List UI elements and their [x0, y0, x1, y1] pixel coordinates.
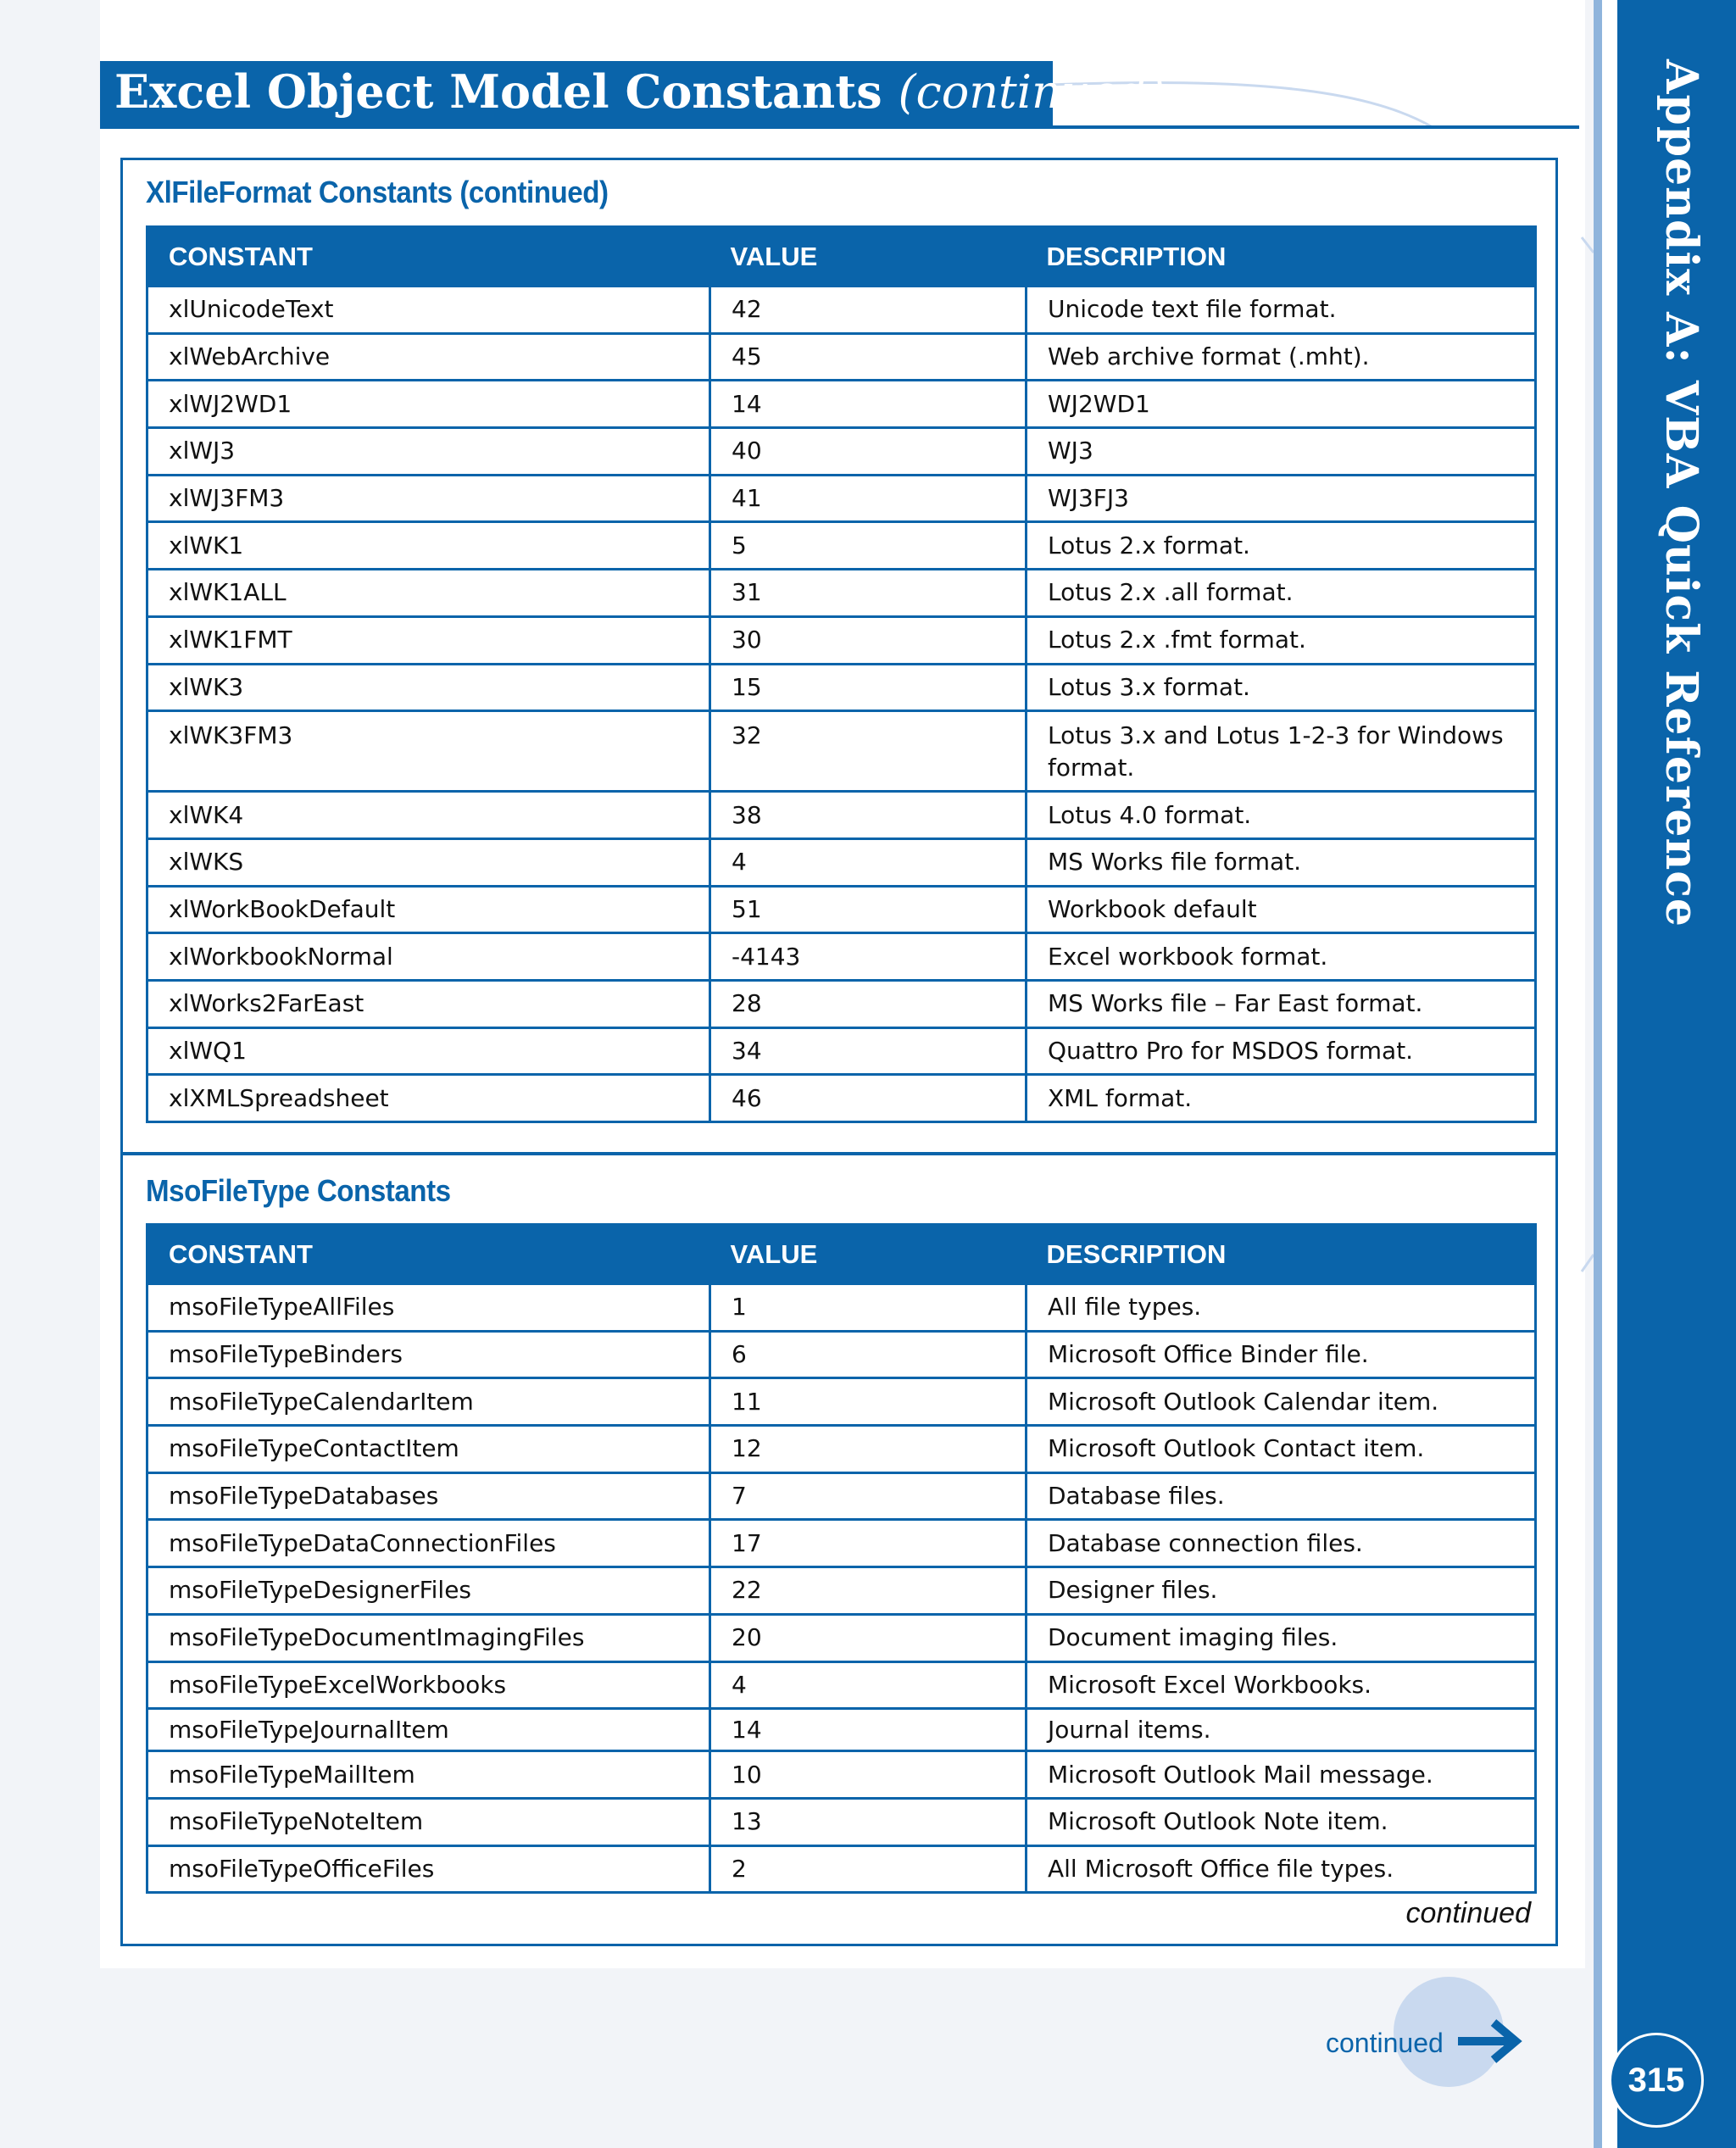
table-row: [147, 570, 1536, 617]
cell-constant: msoFileTypeJournalItem: [147, 1709, 710, 1751]
cell-description: Quattro Pro for MSDOS format.: [1027, 1027, 1536, 1075]
table-row: [147, 1661, 1536, 1709]
table-row: [147, 980, 1536, 1027]
cell-description: Journal items.: [1027, 1709, 1536, 1751]
table-row: [147, 1709, 1536, 1751]
table-row: [147, 333, 1536, 381]
cell-description: MS Works file format.: [1027, 838, 1536, 886]
cell-value: 45: [710, 333, 1027, 381]
cell-value: 40: [710, 428, 1027, 476]
table-row: [147, 1284, 1536, 1332]
next-page-label[interactable]: continued: [1326, 2028, 1444, 2058]
cell-value: 6: [710, 1331, 1027, 1378]
page-title-suffix: (continued): [898, 65, 1166, 119]
cell-description: Microsoft Outlook Contact item.: [1027, 1426, 1536, 1473]
cell-value: 4: [710, 1661, 1027, 1709]
cell-description: Lotus 2.x format.: [1027, 522, 1536, 570]
cell-constant: msoFileTypeMailItem: [147, 1751, 710, 1799]
section-title-xlfileformat: XlFileFormat Constants (continued): [146, 175, 609, 209]
xlfileformat-table-body: [147, 287, 1536, 1122]
cell-constant: xlWK1ALL: [147, 570, 710, 617]
cell-constant: xlWK4: [147, 792, 710, 839]
table-row: [147, 522, 1536, 570]
table-row: [147, 933, 1536, 981]
cell-description: Lotus 3.x and Lotus 1-2-3 for Windows format.: [1027, 711, 1536, 792]
header-rule: [100, 125, 1579, 129]
cell-description: Lotus 4.0 format.: [1027, 792, 1536, 839]
cell-value: 20: [710, 1614, 1027, 1661]
cell-constant: xlWorkbookNormal: [147, 933, 710, 981]
cell-constant: xlUnicodeText: [147, 287, 710, 334]
cell-constant: xlWK1FMT: [147, 616, 710, 664]
table-continued-label: continued: [1405, 1897, 1531, 1929]
cell-constant: msoFileTypeContactItem: [147, 1426, 710, 1473]
cell-value: 46: [710, 1075, 1027, 1122]
cell-value: 22: [710, 1567, 1027, 1615]
cell-constant: xlWK1: [147, 522, 710, 570]
cell-value: 2: [710, 1845, 1027, 1893]
cell-value: 14: [710, 381, 1027, 428]
cell-description: Microsoft Outlook Mail message.: [1027, 1751, 1536, 1799]
column-header-constant: CONSTANT: [147, 1225, 710, 1284]
column-header-constant: CONSTANT: [147, 227, 710, 287]
cell-description: Microsoft Outlook Note item.: [1027, 1798, 1536, 1845]
table-row: [147, 1426, 1536, 1473]
cell-description: Lotus 3.x format.: [1027, 664, 1536, 711]
cell-description: Microsoft Excel Workbooks.: [1027, 1661, 1536, 1709]
cell-value: 12: [710, 1426, 1027, 1473]
cell-constant: xlWorks2FarEast: [147, 980, 710, 1027]
cell-constant: msoFileTypeDocumentImagingFiles: [147, 1614, 710, 1661]
cell-value: 10: [710, 1751, 1027, 1799]
page-title-main: Excel Object Model Constants: [114, 64, 882, 119]
cell-constant: msoFileTypeAllFiles: [147, 1284, 710, 1332]
cell-description: Excel workbook format.: [1027, 933, 1536, 981]
cell-description: Document imaging files.: [1027, 1614, 1536, 1661]
cell-value: 51: [710, 886, 1027, 933]
cell-description: WJ3: [1027, 428, 1536, 476]
table-row: [147, 1331, 1536, 1378]
cell-value: 17: [710, 1520, 1027, 1567]
page-number: 315: [1609, 2033, 1704, 2128]
table-row: [147, 792, 1536, 839]
cell-description: Designer files.: [1027, 1567, 1536, 1615]
table-row: [147, 886, 1536, 933]
table-row: [147, 475, 1536, 522]
cell-description: MS Works file – Far East format.: [1027, 980, 1536, 1027]
cell-description: Lotus 2.x .fmt format.: [1027, 616, 1536, 664]
cell-constant: msoFileTypeDesignerFiles: [147, 1567, 710, 1615]
cell-constant: xlWKS: [147, 838, 710, 886]
cell-description: Workbook default: [1027, 886, 1536, 933]
cell-value: 30: [710, 616, 1027, 664]
cell-value: 15: [710, 664, 1027, 711]
cell-constant: xlWK3FM3: [147, 711, 710, 792]
column-header-description: DESCRIPTION: [1027, 1225, 1536, 1284]
cell-constant: xlWK3: [147, 664, 710, 711]
cell-constant: msoFileTypeNoteItem: [147, 1798, 710, 1845]
cell-value: 4: [710, 838, 1027, 886]
table-row: [147, 1472, 1536, 1520]
msofiletype-table-body: [147, 1284, 1536, 1893]
cell-description: Unicode text file format.: [1027, 287, 1536, 334]
column-header-value: VALUE: [710, 1225, 1027, 1284]
cell-value: 11: [710, 1378, 1027, 1426]
cell-value: 32: [710, 711, 1027, 792]
table-row: [147, 838, 1536, 886]
cell-value: -4143: [710, 933, 1027, 981]
cell-constant: xlWJ2WD1: [147, 381, 710, 428]
cell-value: 14: [710, 1709, 1027, 1751]
cell-constant: xlWQ1: [147, 1027, 710, 1075]
table-row: [147, 711, 1536, 792]
page-title: [114, 58, 1165, 125]
cell-constant: xlWJ3: [147, 428, 710, 476]
cell-description: All file types.: [1027, 1284, 1536, 1332]
cell-description: Database files.: [1027, 1472, 1536, 1520]
cell-description: Microsoft Outlook Calendar item.: [1027, 1378, 1536, 1426]
cell-constant: xlXMLSpreadsheet: [147, 1075, 710, 1122]
table-row: [147, 1378, 1536, 1426]
table-row: [147, 616, 1536, 664]
cell-value: 34: [710, 1027, 1027, 1075]
cell-value: 5: [710, 522, 1027, 570]
table-row: [147, 1520, 1536, 1567]
cell-constant: msoFileTypeDataConnectionFiles: [147, 1520, 710, 1567]
table-row: [147, 1075, 1536, 1122]
table-row: [147, 1798, 1536, 1845]
column-header-description: DESCRIPTION: [1027, 227, 1536, 287]
cell-description: Web archive format (.mht).: [1027, 333, 1536, 381]
column-header-value: VALUE: [710, 227, 1027, 287]
xlfileformat-table: [146, 225, 1537, 1123]
table-row: [147, 1614, 1536, 1661]
cell-description: WJ2WD1: [1027, 381, 1536, 428]
cell-value: 28: [710, 980, 1027, 1027]
cell-description: Microsoft Office Binder file.: [1027, 1331, 1536, 1378]
cell-constant: msoFileTypeBinders: [147, 1331, 710, 1378]
table-row: [147, 381, 1536, 428]
table-row: [147, 428, 1536, 476]
cell-value: 41: [710, 475, 1027, 522]
table-row: [147, 287, 1536, 334]
cell-constant: msoFileTypeOfficeFiles: [147, 1845, 710, 1893]
cell-value: 13: [710, 1798, 1027, 1845]
side-band-edge-line: [1594, 0, 1602, 2148]
appendix-title: Appendix A: VBA Quick Reference: [1655, 59, 1707, 928]
cell-description: Database connection files.: [1027, 1520, 1536, 1567]
msofiletype-table: [146, 1223, 1537, 1894]
cell-value: 7: [710, 1472, 1027, 1520]
cell-description: WJ3FJ3: [1027, 475, 1536, 522]
table-header-row: [147, 227, 1536, 287]
cell-constant: xlWJ3FM3: [147, 475, 710, 522]
cell-constant: msoFileTypeExcelWorkbooks: [147, 1661, 710, 1709]
cell-constant: msoFileTypeCalendarItem: [147, 1378, 710, 1426]
cell-constant: xlWorkBookDefault: [147, 886, 710, 933]
section-title-msofiletype: MsoFileType Constants: [146, 1173, 451, 1208]
table-row: [147, 1567, 1536, 1615]
cell-description: Lotus 2.x .all format.: [1027, 570, 1536, 617]
arrow-right-icon[interactable]: [1455, 2017, 1524, 2065]
cell-description: All Microsoft Office file types.: [1027, 1845, 1536, 1893]
cell-description: XML format.: [1027, 1075, 1536, 1122]
table-header-row: [147, 1225, 1536, 1284]
cell-value: 42: [710, 287, 1027, 334]
table-row: [147, 1845, 1536, 1893]
table-row: [147, 1751, 1536, 1799]
cell-value: 31: [710, 570, 1027, 617]
cell-value: 38: [710, 792, 1027, 839]
cell-value: 1: [710, 1284, 1027, 1332]
table-row: [147, 664, 1536, 711]
cell-constant: xlWebArchive: [147, 333, 710, 381]
table-row: [147, 1027, 1536, 1075]
cell-constant: msoFileTypeDatabases: [147, 1472, 710, 1520]
